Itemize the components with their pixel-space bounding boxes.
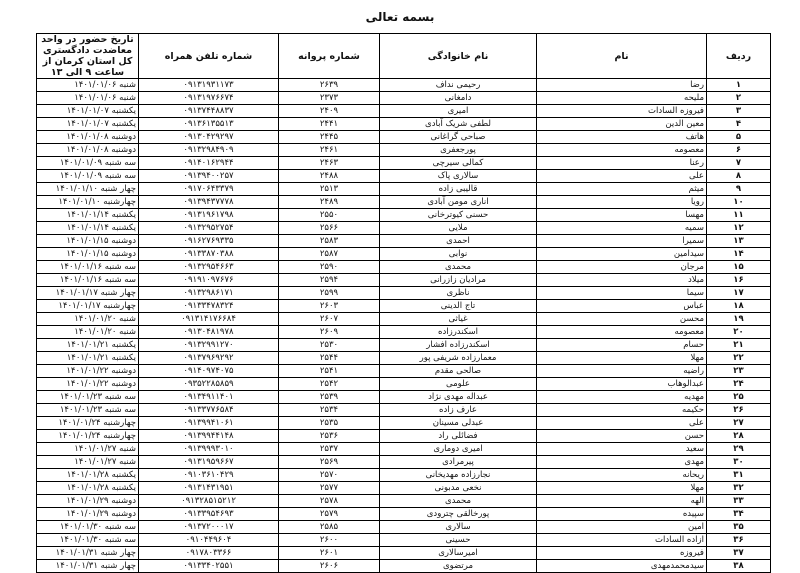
- cell-first-name: مهسا: [537, 209, 707, 222]
- cell-row-number: ۱۳: [707, 235, 771, 248]
- cell-last-name: عارف زاده: [380, 404, 537, 417]
- cell-mobile-phone: ۰۹۱۳۴۹۱۱۴۰۱: [139, 391, 279, 404]
- cell-mobile-phone: ۰۹۱۴۰۱۶۲۹۴۴: [139, 157, 279, 170]
- cell-mobile-phone: ۰۹۱۳۲۹۵۲۷۵۴: [139, 222, 279, 235]
- cell-attendance-date: دوشنبه ۱۴۰۱/۰۱/۲۹: [37, 508, 139, 521]
- cell-row-number: ۴: [707, 118, 771, 131]
- cell-attendance-date: یکشنبه ۱۴۰۱/۰۱/۲۱: [37, 352, 139, 365]
- cell-attendance-date: سه شنبه ۱۴۰۱/۰۱/۱۶: [37, 261, 139, 274]
- cell-last-name: فضائلی راد: [380, 430, 537, 443]
- table-row: [37, 508, 771, 521]
- cell-last-name: کمالی سیرچی: [380, 157, 537, 170]
- cell-row-number: ۳۸: [707, 560, 771, 573]
- cell-first-name: امین: [537, 521, 707, 534]
- table-row: [37, 534, 771, 547]
- cell-first-name: معصومه: [537, 326, 707, 339]
- table-row: [37, 560, 771, 573]
- cell-license-number: ۲۵۳۰: [279, 339, 380, 352]
- cell-row-number: ۲۸: [707, 430, 771, 443]
- cell-attendance-date: چهار شنبه ۱۴۰۱/۰۱/۱۷: [37, 287, 139, 300]
- cell-mobile-phone: ۰۹۱۳۲۹۸۶۱۷۱: [139, 287, 279, 300]
- cell-row-number: ۲۷: [707, 417, 771, 430]
- cell-mobile-phone: ۰۹۱۳۱۹۶۱۷۹۸: [139, 209, 279, 222]
- cell-row-number: ۱۶: [707, 274, 771, 287]
- cell-mobile-phone: ۰۹۱۳۹۹۴۴۱۴۸: [139, 430, 279, 443]
- cell-first-name: علی: [537, 417, 707, 430]
- cell-last-name: محمدی: [380, 495, 537, 508]
- cell-mobile-phone: ۰۹۳۵۲۲۸۵۸۵۹: [139, 378, 279, 391]
- cell-mobile-phone: ۰۹۱۳۹۴۰۰۲۵۷: [139, 170, 279, 183]
- cell-first-name: ملیحه: [537, 92, 707, 105]
- table-row: [37, 300, 771, 313]
- table-row: [37, 547, 771, 560]
- cell-attendance-date: یکشنبه ۱۴۰۱/۰۱/۲۸: [37, 482, 139, 495]
- header-attendance-date: تاریخ حضور در واحد معاضدت دادگستری کل استان کرمان از ساعت ۹ الی ۱۳: [37, 34, 139, 79]
- table-row: [37, 261, 771, 274]
- cell-attendance-date: یکشنبه ۱۴۰۱/۰۱/۲۱: [37, 339, 139, 352]
- cell-license-number: ۲۴۸۸: [279, 170, 380, 183]
- table-row: [37, 196, 771, 209]
- cell-first-name: ریحانه: [537, 469, 707, 482]
- cell-license-number: ۲۵۷۰: [279, 469, 380, 482]
- header-license-number: شماره پروانه: [279, 34, 380, 79]
- cell-attendance-date: شنبه ۱۴۰۱/۰۱/۲۷: [37, 456, 139, 469]
- cell-attendance-date: سه شنبه ۱۴۰۱/۰۱/۳۰: [37, 534, 139, 547]
- cell-first-name: سپیده: [537, 508, 707, 521]
- cell-license-number: ۲۴۴۵: [279, 131, 380, 144]
- cell-license-number: ۲۴۴۱: [279, 118, 380, 131]
- table-row: [37, 118, 771, 131]
- cell-row-number: ۱۷: [707, 287, 771, 300]
- cell-attendance-date: شنبه ۱۴۰۱/۰۱/۲۷: [37, 443, 139, 456]
- table-row: [37, 456, 771, 469]
- table-row: [37, 417, 771, 430]
- cell-first-name: هاتف: [537, 131, 707, 144]
- cell-license-number: ۲۵۳۵: [279, 417, 380, 430]
- cell-first-name: حسن: [537, 430, 707, 443]
- cell-row-number: ۱: [707, 79, 771, 92]
- cell-license-number: ۲۵۹۴: [279, 274, 380, 287]
- cell-first-name: راضیه: [537, 365, 707, 378]
- table-row: [37, 313, 771, 326]
- table-row: [37, 404, 771, 417]
- cell-first-name: عباس: [537, 300, 707, 313]
- table-row: [37, 391, 771, 404]
- cell-attendance-date: سه شنبه ۱۴۰۱/۰۱/۱۶: [37, 274, 139, 287]
- cell-attendance-date: دوشنبه ۱۴۰۱/۰۱/۰۸: [37, 131, 139, 144]
- cell-last-name: سالاری: [380, 521, 537, 534]
- cell-attendance-date: چهار شنبه ۱۴۰۱/۰۱/۳۱: [37, 547, 139, 560]
- cell-row-number: ۲۰: [707, 326, 771, 339]
- cell-first-name: سیدمحمدمهدی: [537, 560, 707, 573]
- cell-attendance-date: سه شنبه ۱۴۰۱/۰۱/۲۳: [37, 404, 139, 417]
- cell-last-name: رحیمی نداف: [380, 79, 537, 92]
- cell-last-name: اسکندرزاده افشار: [380, 339, 537, 352]
- cell-first-name: مهلا: [537, 352, 707, 365]
- cell-license-number: ۲۶۰۳: [279, 300, 380, 313]
- cell-mobile-phone: ۰۹۱۰۴۴۹۶۰۴: [139, 534, 279, 547]
- cell-last-name: لطفی شریک آبادی: [380, 118, 537, 131]
- cell-license-number: ۲۵۴۱: [279, 365, 380, 378]
- cell-last-name: امیری دوماری: [380, 443, 537, 456]
- cell-attendance-date: چهارشنبه ۱۴۰۱/۰۱/۱۷: [37, 300, 139, 313]
- table-row: [37, 79, 771, 92]
- cell-license-number: ۲۴۸۹: [279, 196, 380, 209]
- cell-last-name: حسنی کیوترخانی: [380, 209, 537, 222]
- cell-mobile-phone: ۰۹۱۳۳۴۷۸۳۲۴: [139, 300, 279, 313]
- cell-last-name: پورجعفری: [380, 144, 537, 157]
- cell-first-name: عبدالوهاب: [537, 378, 707, 391]
- attendance-table: [36, 33, 771, 573]
- table-row: [37, 326, 771, 339]
- cell-license-number: ۲۵۹۰: [279, 261, 380, 274]
- cell-mobile-phone: ۰۹۱۳۱۴۳۱۹۵۱: [139, 482, 279, 495]
- cell-mobile-phone: ۰۹۱۳۹۹۴۱۰۶۱: [139, 417, 279, 430]
- cell-mobile-phone: ۰۹۱۳۳۸۷۰۳۸۸: [139, 248, 279, 261]
- cell-first-name: مهلا: [537, 482, 707, 495]
- cell-attendance-date: سه شنبه ۱۴۰۱/۰۱/۲۳: [37, 391, 139, 404]
- cell-mobile-phone: ۰۹۱۳۲۹۹۱۲۷۰: [139, 339, 279, 352]
- cell-mobile-phone: ۰۹۱۳۱۴۱۷۶۶۸۴: [139, 313, 279, 326]
- cell-last-name: مرادیان زازرانی: [380, 274, 537, 287]
- cell-license-number: ۲۵۴۴: [279, 352, 380, 365]
- cell-mobile-phone: ۰۹۱۶۲۷۶۹۳۳۵: [139, 235, 279, 248]
- cell-row-number: ۲۲: [707, 352, 771, 365]
- table-body: [37, 79, 771, 573]
- cell-row-number: ۳۱: [707, 469, 771, 482]
- cell-attendance-date: یکشنبه ۱۴۰۱/۰۱/۱۴: [37, 209, 139, 222]
- cell-row-number: ۳۵: [707, 521, 771, 534]
- cell-last-name: اناری مومن آبادی: [380, 196, 537, 209]
- header-first-name: نام: [537, 34, 707, 79]
- cell-license-number: ۲۶۰۰: [279, 534, 380, 547]
- table-row: [37, 287, 771, 300]
- cell-license-number: ۲۵۶۹: [279, 456, 380, 469]
- cell-attendance-date: چهارشنبه ۱۴۰۱/۰۱/۱۰: [37, 196, 139, 209]
- cell-first-name: سیدامین: [537, 248, 707, 261]
- cell-row-number: ۱۴: [707, 248, 771, 261]
- cell-row-number: ۳: [707, 105, 771, 118]
- cell-attendance-date: یکشنبه ۱۴۰۱/۰۱/۱۴: [37, 222, 139, 235]
- cell-row-number: ۲۶: [707, 404, 771, 417]
- cell-mobile-phone: ۰۹۱۳۹۴۳۷۷۷۸: [139, 196, 279, 209]
- table-row: [37, 339, 771, 352]
- cell-last-name: دامغانی: [380, 92, 537, 105]
- cell-first-name: فیروزه السادات: [537, 105, 707, 118]
- cell-license-number: ۲۵۸۳: [279, 235, 380, 248]
- page-title: بسمه تعالی: [365, 10, 435, 24]
- cell-mobile-phone: ۰۹۱۳۶۱۳۵۵۱۳: [139, 118, 279, 131]
- table-row: [37, 183, 771, 196]
- cell-row-number: ۸: [707, 170, 771, 183]
- cell-first-name: معصومه: [537, 144, 707, 157]
- table-row: [37, 222, 771, 235]
- cell-mobile-phone: ۰۹۱۳۳۷۷۶۵۸۴: [139, 404, 279, 417]
- cell-row-number: ۷: [707, 157, 771, 170]
- cell-license-number: ۲۵۸۷: [279, 248, 380, 261]
- cell-mobile-phone: ۰۹۱۷۰۶۴۳۳۷۹: [139, 183, 279, 196]
- table-row: [37, 482, 771, 495]
- cell-first-name: سمیه: [537, 222, 707, 235]
- cell-attendance-date: شنبه ۱۴۰۱/۰۱/۲۰: [37, 313, 139, 326]
- cell-row-number: ۱۰: [707, 196, 771, 209]
- cell-license-number: ۲۵۳۹: [279, 391, 380, 404]
- cell-first-name: سعید: [537, 443, 707, 456]
- cell-first-name: علی: [537, 170, 707, 183]
- cell-row-number: ۱۲: [707, 222, 771, 235]
- cell-row-number: ۲۴: [707, 378, 771, 391]
- cell-license-number: ۲۶۰۹: [279, 326, 380, 339]
- cell-license-number: ۲۵۷۷: [279, 482, 380, 495]
- cell-last-name: محمدی: [380, 261, 537, 274]
- cell-mobile-phone: ۰۹۱۳۷۹۶۹۲۹۲: [139, 352, 279, 365]
- cell-attendance-date: شنبه ۱۴۰۱/۰۱/۰۶: [37, 79, 139, 92]
- cell-last-name: حسینی: [380, 534, 537, 547]
- cell-license-number: ۲۶۳۹: [279, 79, 380, 92]
- cell-license-number: ۲۵۳۷: [279, 443, 380, 456]
- table-row: [37, 274, 771, 287]
- cell-attendance-date: دوشنبه ۱۴۰۱/۰۱/۱۵: [37, 248, 139, 261]
- cell-license-number: ۲۴۰۹: [279, 105, 380, 118]
- cell-last-name: نوابی: [380, 248, 537, 261]
- table-row: [37, 469, 771, 482]
- cell-row-number: ۳۲: [707, 482, 771, 495]
- cell-license-number: ۲۵۹۹: [279, 287, 380, 300]
- cell-first-name: رعنا: [537, 157, 707, 170]
- cell-license-number: ۲۵۷۸: [279, 495, 380, 508]
- cell-attendance-date: شنبه ۱۴۰۱/۰۱/۰۶: [37, 92, 139, 105]
- cell-license-number: ۲۵۴۲: [279, 378, 380, 391]
- cell-license-number: ۲۵۸۵: [279, 521, 380, 534]
- table-row: [37, 443, 771, 456]
- cell-first-name: مهدی: [537, 456, 707, 469]
- cell-row-number: ۲۵: [707, 391, 771, 404]
- cell-license-number: ۲۶۰۱: [279, 547, 380, 560]
- cell-last-name: علومی: [380, 378, 537, 391]
- cell-attendance-date: چهارشنبه ۱۴۰۱/۰۱/۲۴: [37, 430, 139, 443]
- table-row: [37, 248, 771, 261]
- cell-first-name: محسن: [537, 313, 707, 326]
- cell-mobile-phone: ۰۹۱۳۰۴۲۹۲۹۷: [139, 131, 279, 144]
- cell-license-number: ۲۶۰۷: [279, 313, 380, 326]
- table-row: [37, 131, 771, 144]
- cell-mobile-phone: ۰۹۱۳۷۲۰۰۰۱۷: [139, 521, 279, 534]
- cell-first-name: الهه: [537, 495, 707, 508]
- cell-last-name: صالحی مقدم: [380, 365, 537, 378]
- cell-mobile-phone: ۰۹۱۳۲۹۸۴۹۰۹: [139, 144, 279, 157]
- cell-last-name: اسکندرزاده: [380, 326, 537, 339]
- cell-row-number: ۱۱: [707, 209, 771, 222]
- cell-first-name: فیروزه: [537, 547, 707, 560]
- cell-first-name: مرجان: [537, 261, 707, 274]
- cell-first-name: سیما: [537, 287, 707, 300]
- cell-license-number: ۲۴۶۳: [279, 157, 380, 170]
- cell-first-name: ازاده السادات: [537, 534, 707, 547]
- cell-row-number: ۲۱: [707, 339, 771, 352]
- cell-mobile-phone: ۰۹۱۹۱۰۹۷۶۷۶: [139, 274, 279, 287]
- cell-mobile-phone: ۰۹۱۳۰۴۸۱۹۷۸: [139, 326, 279, 339]
- cell-first-name: مهدیه: [537, 391, 707, 404]
- cell-license-number: ۲۶۰۶: [279, 560, 380, 573]
- cell-attendance-date: یکشنبه ۱۴۰۱/۰۱/۲۸: [37, 469, 139, 482]
- cell-license-number: ۲۵۷۹: [279, 508, 380, 521]
- cell-attendance-date: دوشنبه ۱۴۰۱/۰۱/۰۸: [37, 144, 139, 157]
- cell-attendance-date: سه شنبه ۱۴۰۱/۰۱/۰۹: [37, 170, 139, 183]
- cell-attendance-date: چهار شنبه ۱۴۰۱/۰۱/۳۱: [37, 560, 139, 573]
- cell-row-number: ۱۵: [707, 261, 771, 274]
- cell-row-number: ۶: [707, 144, 771, 157]
- cell-attendance-date: یکشنبه ۱۴۰۱/۰۱/۰۷: [37, 105, 139, 118]
- cell-first-name: رضا: [537, 79, 707, 92]
- table-row: [37, 521, 771, 534]
- table-row: [37, 157, 771, 170]
- cell-last-name: پیرمرادی: [380, 456, 537, 469]
- cell-last-name: ناظری: [380, 287, 537, 300]
- table-row: [37, 170, 771, 183]
- cell-last-name: قالیبی زاده: [380, 183, 537, 196]
- cell-attendance-date: چهار شنبه ۱۴۰۱/۰۱/۱۰: [37, 183, 139, 196]
- header-last-name: نام خانوادگی: [380, 34, 537, 79]
- cell-mobile-phone: ۰۹۱۰۳۶۱۰۴۲۹: [139, 469, 279, 482]
- cell-row-number: ۵: [707, 131, 771, 144]
- table-row: [37, 495, 771, 508]
- cell-mobile-phone: ۰۹۱۳۱۹۵۹۶۶۷: [139, 456, 279, 469]
- cell-last-name: امیری: [380, 105, 537, 118]
- table-row: [37, 430, 771, 443]
- cell-last-name: عبداله مهدی نژاد: [380, 391, 537, 404]
- table-row: [37, 365, 771, 378]
- cell-last-name: عبدلی مسینان: [380, 417, 537, 430]
- cell-attendance-date: چهارشنبه ۱۴۰۱/۰۱/۲۴: [37, 417, 139, 430]
- cell-row-number: ۱۹: [707, 313, 771, 326]
- cell-last-name: نخعی مدبونی: [380, 482, 537, 495]
- cell-mobile-phone: ۰۹۱۳۹۹۹۳۰۱۰: [139, 443, 279, 456]
- cell-attendance-date: یکشنبه ۱۴۰۱/۰۱/۰۷: [37, 118, 139, 131]
- cell-license-number: ۲۵۵۰: [279, 209, 380, 222]
- cell-row-number: ۹: [707, 183, 771, 196]
- header-row-number: ردیف: [707, 34, 771, 79]
- table-row: [37, 378, 771, 391]
- table-row: [37, 209, 771, 222]
- cell-mobile-phone: ۰۹۱۳۲۹۵۴۶۶۳: [139, 261, 279, 274]
- cell-mobile-phone: ۰۹۱۳۱۹۷۶۶۷۴: [139, 92, 279, 105]
- cell-last-name: سالاری پاک: [380, 170, 537, 183]
- cell-row-number: ۱۸: [707, 300, 771, 313]
- table-row: [37, 235, 771, 248]
- cell-license-number: ۲۳۷۳: [279, 92, 380, 105]
- cell-first-name: سمیرا: [537, 235, 707, 248]
- header-mobile-phone: شماره تلفن همراه: [139, 34, 279, 79]
- cell-last-name: مرتضوی: [380, 560, 537, 573]
- cell-mobile-phone: ۰۹۱۳۳۹۵۴۶۹۳: [139, 508, 279, 521]
- cell-row-number: ۲۳: [707, 365, 771, 378]
- cell-last-name: امیرسالاری: [380, 547, 537, 560]
- cell-mobile-phone: ۰۹۱۳۷۴۴۸۸۳۷: [139, 105, 279, 118]
- cell-mobile-phone: ۰۹۱۷۸۰۳۳۶۶: [139, 547, 279, 560]
- cell-row-number: ۲۹: [707, 443, 771, 456]
- cell-mobile-phone: ۰۹۱۳۳۴۰۲۵۵۱: [139, 560, 279, 573]
- cell-license-number: ۲۵۳۶: [279, 430, 380, 443]
- cell-last-name: صباحی گراغانی: [380, 131, 537, 144]
- cell-first-name: میلاد: [537, 274, 707, 287]
- cell-mobile-phone: ۰۹۱۳۲۸۵۱۵۲۱۲: [139, 495, 279, 508]
- cell-last-name: احمدی: [380, 235, 537, 248]
- cell-license-number: ۲۵۳۴: [279, 404, 380, 417]
- table-row: [37, 92, 771, 105]
- cell-last-name: ملایی: [380, 222, 537, 235]
- cell-first-name: حسام: [537, 339, 707, 352]
- cell-first-name: رویا: [537, 196, 707, 209]
- cell-attendance-date: سه شنبه ۱۴۰۱/۰۱/۳۰: [37, 521, 139, 534]
- table-header-row: [37, 34, 771, 79]
- cell-row-number: ۳۳: [707, 495, 771, 508]
- cell-row-number: ۳۴: [707, 508, 771, 521]
- cell-last-name: تاج الدینی: [380, 300, 537, 313]
- cell-last-name: غیاثی: [380, 313, 537, 326]
- cell-license-number: ۲۴۶۱: [279, 144, 380, 157]
- cell-first-name: میثم: [537, 183, 707, 196]
- cell-license-number: ۲۵۱۳: [279, 183, 380, 196]
- cell-last-name: معمارزاده شریفی پور: [380, 352, 537, 365]
- table-row: [37, 352, 771, 365]
- cell-attendance-date: دوشنبه ۱۴۰۱/۰۱/۲۹: [37, 495, 139, 508]
- table-row: [37, 105, 771, 118]
- cell-mobile-phone: ۰۹۱۴۰۹۷۴۰۷۵: [139, 365, 279, 378]
- cell-last-name: پورخالقی چترودی: [380, 508, 537, 521]
- cell-first-name: حکیمه: [537, 404, 707, 417]
- cell-attendance-date: دوشنبه ۱۴۰۱/۰۱/۲۲: [37, 365, 139, 378]
- cell-row-number: ۳۷: [707, 547, 771, 560]
- cell-attendance-date: شنبه ۱۴۰۱/۰۱/۲۰: [37, 326, 139, 339]
- cell-row-number: ۳۰: [707, 456, 771, 469]
- cell-row-number: ۳۶: [707, 534, 771, 547]
- cell-row-number: ۲: [707, 92, 771, 105]
- cell-last-name: نجارزاده مهدیخانی: [380, 469, 537, 482]
- cell-first-name: معین الدین: [537, 118, 707, 131]
- cell-attendance-date: دوشنبه ۱۴۰۱/۰۱/۲۲: [37, 378, 139, 391]
- table-row: [37, 144, 771, 157]
- cell-attendance-date: سه شنبه ۱۴۰۱/۰۱/۰۹: [37, 157, 139, 170]
- cell-mobile-phone: ۰۹۱۳۱۹۳۱۱۷۳: [139, 79, 279, 92]
- cell-license-number: ۲۵۶۶: [279, 222, 380, 235]
- cell-attendance-date: دوشنبه ۱۴۰۱/۰۱/۱۵: [37, 235, 139, 248]
